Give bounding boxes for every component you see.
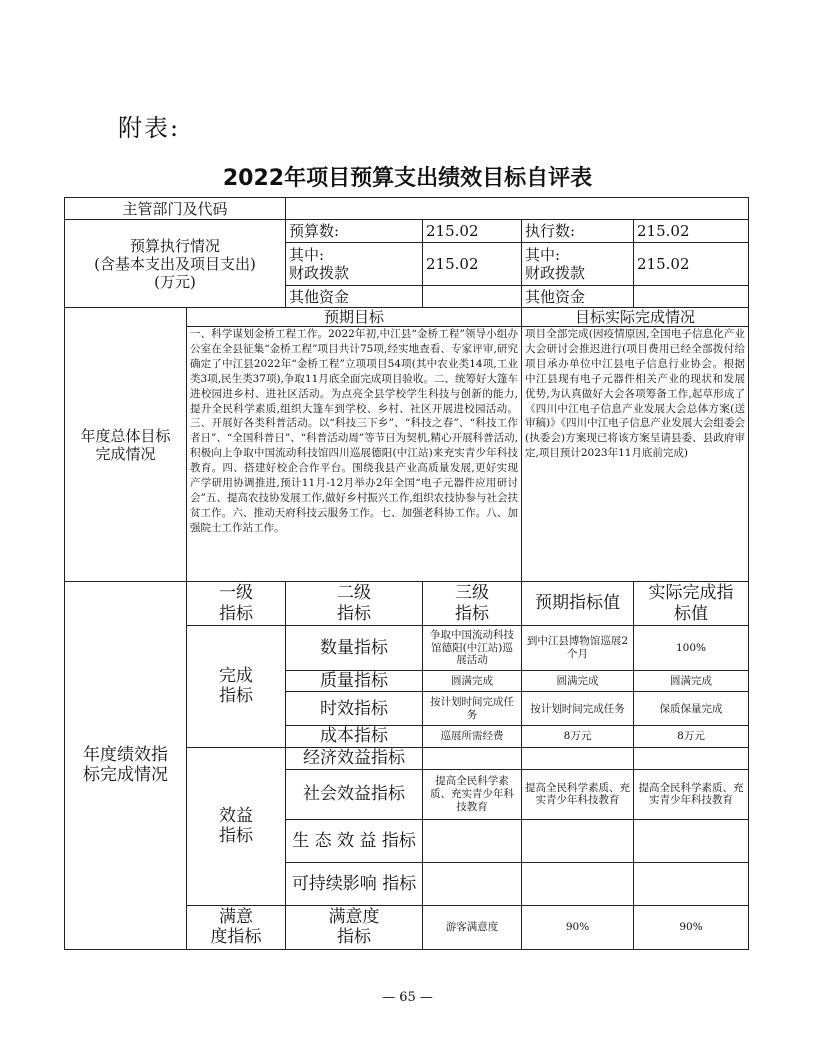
completion-group-line-1: 完成 [219,666,253,686]
satisfaction-expected: 90% [522,905,634,949]
quantity-level3: 争取中国流动科技馆德阳(中江站)巡展活动 [423,626,522,671]
cost-actual: 8万元 [634,726,749,747]
quality-expected: 圆满完成 [522,671,634,692]
ecological-benefit-indicator: 生 态 效 益 指标 [286,819,423,862]
page-title: 2022年项目预算支出绩效目标自评表 [222,166,593,191]
expected-goal-header: 预期目标 [187,308,522,327]
exec-of-which-label: 其中: [525,246,561,264]
exec-amount-value: 215.02 [634,220,749,243]
level3-header-line-2: 指标 [455,603,490,624]
dept-label: 主管部门及代码 [65,198,286,220]
level3-header-line-1: 三级 [455,583,490,604]
exec-other-funds-label: 其他资金 [522,286,634,308]
actual-value-header-line-2: 标值 [674,603,709,624]
social-benefit-indicator: 社会效益指标 [286,769,423,819]
exec-fiscal-allocation-label: 财政拨款 [525,264,586,282]
actual-completion-text: 项目全部完成(因疫情原因,全国电子信息化产业大会研讨会推迟进行(项目费用已经全部拨付给项目承办单位中江县电子信息行业协会。根据中江县现有电子元器件相关产业的现状和发展优势,为认真做好大会各项筹备工作,起草形成了《四川中江电子信息产业发展大会总体方案(送审稿)》《四川中江电子信息产业发展大会组委会(执委会)方案现已将该方案呈请县委、县政府审定,项目预计2023年11月底前完成) [522,327,749,582]
sustainable-actual [634,862,749,905]
level2-header [286,582,423,626]
performance-evaluation-table [64,197,749,950]
social-level3: 提高全民科学素质、充实青少年科技教育 [423,769,522,819]
satisfaction-group-line-2: 度指标 [210,927,262,948]
fiscal-allocation-label: 财政拨款 [289,264,350,282]
fiscal-budget-label [286,243,423,286]
budget-amount-value: 215.02 [423,220,522,243]
of-which-label: 其中: [289,246,325,264]
level1-header [187,582,286,626]
satisfaction-indicator-line-2: 指标 [337,927,372,948]
timeliness-level3: 按计划时间完成任务 [423,692,522,726]
satisfaction-level3: 游客满意度 [423,905,522,949]
timeliness-indicator: 时效指标 [286,692,423,726]
budget-label-line-3: (万元) [154,272,196,291]
economic-expected [522,747,634,769]
ecological-actual [634,819,749,862]
level3-header [423,582,522,626]
quality-level3: 圆满完成 [423,671,522,692]
other-funds-budget [423,286,522,308]
satisfaction-indicator [286,905,423,949]
benefit-group-line-2: 指标 [219,826,253,847]
satisfaction-actual: 90% [634,905,749,949]
level2-header-line-2: 指标 [337,603,372,624]
quantity-actual: 100% [634,626,749,671]
sustainable-expected [522,862,634,905]
completion-indicators-group [187,626,286,748]
economic-actual [634,747,749,769]
page-number: — 65 — [382,990,433,1005]
budget-amount-label: 预算数: [286,220,423,243]
expected-value-header: 预期指标值 [522,582,634,626]
fiscal-exec-label [522,243,634,286]
exec-amount-label: 执行数: [522,220,634,243]
other-funds-label: 其他资金 [286,286,423,308]
cost-expected: 8万元 [522,726,634,747]
quantity-indicator: 数量指标 [286,626,423,671]
benefit-indicators-group [187,747,286,905]
expected-goal-text: 一、科学谋划金桥工程工作。2022年初,中江县“金桥工程”领导小组办公室在全县征集“金桥工程”项目共计75项,经实地查看、专家评审,研究确定了中江县2022年“金桥工程”立项项目54项(其中农业类14项,工业类3项,民生类37项),争取11月底全面完成项目验收。二、统筹好大篷车进校园进乡村、进社区活动。为点亮全县学校学生科技与创新的能力,提升全民科学素质,组织大篷车到学校、乡村、社区开展进校园活动。三、开展好各类科普活动。以“科技三下乡”、“科技之春”、“科技工作者日”、“全国科普日”、“科普活动周”等节日为契机,精心开展科普活动,积极向上争取中国流动科技馆四川巡展德阳(中江站)来充实青少年科技教育。四、搭建好校企合作平台。围绕我县产业高质量发展,更好实现产学研用协调推进,预计11月-12月举办2年全国“电子元器件应用研讨会”五、提高农技协发展工作,做好乡村振兴工作,组织农技协参与社会扶贫工作。六、推动天府科技云服务工作。七、加强老科协工作。八、加强院士工作站工作。 [187,327,522,582]
satisfaction-indicator-line-1: 满意度 [328,906,380,927]
annual-goal-label-line-1: 年度总体目标 [80,426,171,445]
social-expected: 提高全民科学素质、充实青少年科技教育 [522,769,634,819]
ecological-expected [522,819,634,862]
level1-header-line-2: 指标 [219,603,253,624]
dept-value [286,198,749,220]
fiscal-budget-value: 215.02 [423,243,522,286]
quantity-expected: 到中江县博物馆巡展2个月 [522,626,634,671]
indicators-section-label [65,582,187,950]
economic-level3 [423,747,522,769]
benefit-group-line-1: 效益 [219,805,253,826]
cost-level3: 巡展所需经费 [423,726,522,747]
other-funds-exec [634,286,749,308]
cost-indicator: 成本指标 [286,726,423,747]
fiscal-exec-value: 215.02 [634,243,749,286]
social-actual: 提高全民科学素质、充实青少年科技教育 [634,769,749,819]
budget-label-line-2: (含基本支出及项目支出) [94,254,256,273]
annual-goal-label [65,308,187,582]
sustainable-level3 [423,862,522,905]
indicators-section-label-line-2: 标完成情况 [83,765,168,786]
completion-group-line-2: 指标 [219,686,253,707]
level1-header-line-1: 一级 [219,583,253,604]
economic-benefit-indicator: 经济效益指标 [286,747,423,769]
actual-value-header-line-1: 实际完成指 [648,583,734,604]
timeliness-expected: 按计划时间完成任务 [522,692,634,726]
level2-header-line-1: 二级 [337,583,372,604]
satisfaction-indicators-group [187,905,286,949]
budget-execution-label [65,220,286,308]
actual-completion-header: 目标实际完成情况 [522,308,749,327]
quality-actual: 圆满完成 [634,671,749,692]
satisfaction-group-line-1: 满意 [219,906,253,927]
quality-indicator: 质量指标 [286,671,423,692]
actual-value-header [634,582,749,626]
budget-label-line-1: 预算执行情况 [130,236,221,255]
annual-goal-label-line-2: 完成情况 [95,444,156,463]
appendix-label: 附表: [118,114,181,142]
ecological-level3 [423,819,522,862]
sustainable-impact-indicator: 可持续影响 指标 [286,862,423,905]
indicators-section-label-line-1: 年度绩效指 [83,745,168,765]
timeliness-actual: 保质保量完成 [634,692,749,726]
